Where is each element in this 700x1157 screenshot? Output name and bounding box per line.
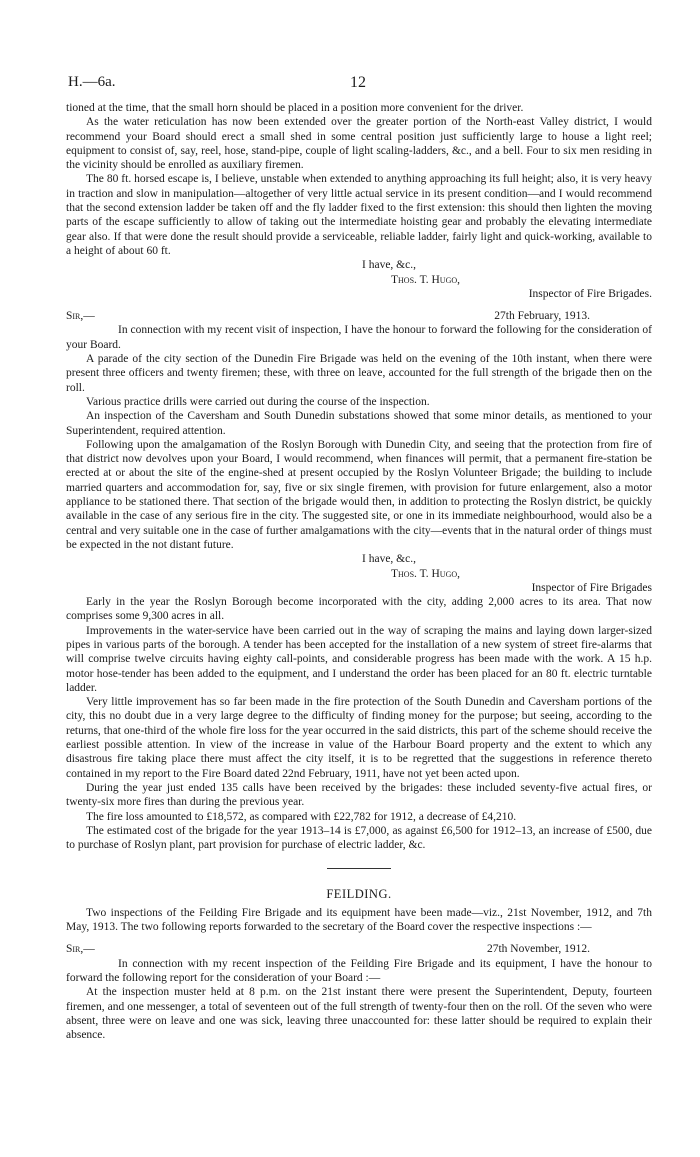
paragraph: Improvements in the water-service have been carried out in the way of scraping the mains and laying down larger-sized pipes in various parts of the borough. A tender has been accepted for the installation of a new system of street fire-alarms that will comprise twelve circuits having eighty call-points, and considerable progress has been made with the work. A 15 h.p. motor hose-tender has been added to the equipment, and I understand the order has been placed for an 80 ft. electric turntable ladder. (66, 624, 652, 694)
signature: Thos. T. Hugo, (391, 273, 461, 286)
paragraph: The estimated cost of the brigade for the year 1913–14 is £7,000, as against £6,500 for 1912–13, an increase of £500, due to purchase of Roslyn plant, part provision for purchase of electric ladder, &c. (66, 824, 652, 852)
page-number: 12 (350, 74, 366, 91)
letter-date: 27th February, 1913. (494, 310, 590, 323)
paragraph: Early in the year the Roslyn Borough become incorporated with the city, adding 2,000 acres to its area. That now comprises some 9,300 acres in all. (66, 596, 652, 623)
paragraph: The fire loss amounted to £18,572, as compared with £22,782 for 1912, a decrease of £4,210. (86, 810, 517, 823)
paragraph: Various practice drills were carried out during the course of the inspection. (86, 395, 430, 408)
salutation: Sir,— (66, 310, 95, 323)
paragraph: Two inspections of the Feilding Fire Brigade and its equipment have been made—viz., 21st November, 1912, and 7th May, 1913. The two following reports forwarded to the secretary of the Board cover the respective inspections :— (66, 906, 652, 934)
paragraph: Following upon the amalgamation of the Roslyn Borough with Dunedin City, and seeing that the protection from fire of that district now devolves upon your Board, I would recommend, when finances will permit, that a permanent fire-station be erected at or about the site of the engine-shed at present occupied by the Roslyn Volunteer Brigade; the building to include married quarters and accommodation for, say, five or six single firemen, with provision for future enlargement, also a motor appliance to be stationed there. That section of the brigade would then, in addition to protecting the Roslyn district, be quickly available in the case of any serious fire in the city. The suggested site, or one in its immediate neighbourhood, would also be a central and very suitable one in the case of further amalgamations with the city—events that in the natural order of things must be expected in the not distant future. (66, 438, 652, 551)
closing: I have, &c., (362, 553, 416, 566)
paragraph: In connection with my recent visit of inspection, I have the honour to forward the following for the consideration of your Board. (66, 324, 652, 351)
signatory-title: Inspector of Fire Brigades. (528, 287, 652, 300)
paragraph: At the inspection muster held at 8 p.m. on the 21st instant there were present the Superintendent, Deputy, fourteen firemen, and one messenger, a total of seventeen out of the full strength of twenty-four then on the roll. Of the seven who were absent, three were on leave and one was sick, leaving three unaccounted for: these latter should be required to explain their absence. (66, 986, 652, 1042)
paragraph: Very little improvement has so far been made in the fire protection of the South Dunedin and Caversham portions of the city, this no doubt due in a very large degree to the difficulty of finding money for the purpose; but seeing, according to the returns, that one-third of the whole fire loss for the year occurred in the said districts, this part of the scheme should receive the earliest possible attention. In view of the increase in value of the Harbour Board property and the extent to which any disastrous fire taking place there must affect the city itself, it is to be regretted that the suggestions in reference thereto contained in my report to the Fire Board dated 22nd February, 1911, have not yet been acted upon. (66, 696, 652, 780)
letter-heading (66, 309, 652, 323)
paragraph: As the water reticulation has now been extended over the greater portion of the North-east Valley district, I would recommend your Board should erect a small shed in some central position just sufficiently large to house a light reel; equipment to consist of, say, reel, hose, stand-pipe, couple of light scaling-ladders, &c., and a bell. Four to six men residing in the vicinity should be enrolled as auxiliary firemen. (66, 116, 652, 172)
page-header (68, 74, 648, 94)
signatory-title: Inspector of Fire Brigades (531, 581, 652, 594)
salutation: Sir,— (66, 943, 95, 956)
paragraph: In connection with my recent inspection of the Feilding Fire Brigade and its equipment, I have the honour to forward the following report for the consideration of your Board :— (66, 957, 652, 984)
closing: I have, &c., (362, 259, 416, 272)
paragraph: An inspection of the Caversham and South Dunedin substations showed that some minor details, as mentioned to your Superintendent, required attention. (66, 410, 652, 437)
paragraph: The 80 ft. horsed escape is, I believe, unstable when extended to anything approaching its full height; also, it is very heavy in traction and slow in manipulation—altogether of very little actual service in its present condition—and I would recommend that the second extension ladder be taken off and the fly ladder fixed to the first extension: this should then lighten the moving parts of the escape sufficiently to allow of taking out the intermediate hoisting gear and probably the elevating intermediate gear also. If that were done the result should provide a serviceable, reliable ladder, fairly light and quick-working, available to a height of about 60 ft. (66, 173, 652, 257)
document-reference: H.—6a. (68, 74, 116, 90)
section-heading: FEILDING. (326, 887, 392, 902)
paragraph: A parade of the city section of the Dunedin Fire Brigade was held on the evening of the 10th instant, when there were present three officers and twenty firemen; these, with three on leave, accounted for the full strength of the brigade then on the roll. (66, 353, 652, 394)
letter-heading (66, 942, 652, 956)
signature: Thos. T. Hugo, (391, 567, 461, 580)
paragraph: tioned at the time, that the small horn should be placed in a position more convenient for the driver. (66, 102, 524, 114)
section-divider (327, 868, 391, 869)
document-body (66, 101, 652, 1042)
paragraph: During the year just ended 135 calls have been received by the brigades: these included seventy-five actual fires, or twenty-six more fires than during the previous year. (66, 781, 652, 809)
letter-date: 27th November, 1912. (486, 943, 590, 956)
